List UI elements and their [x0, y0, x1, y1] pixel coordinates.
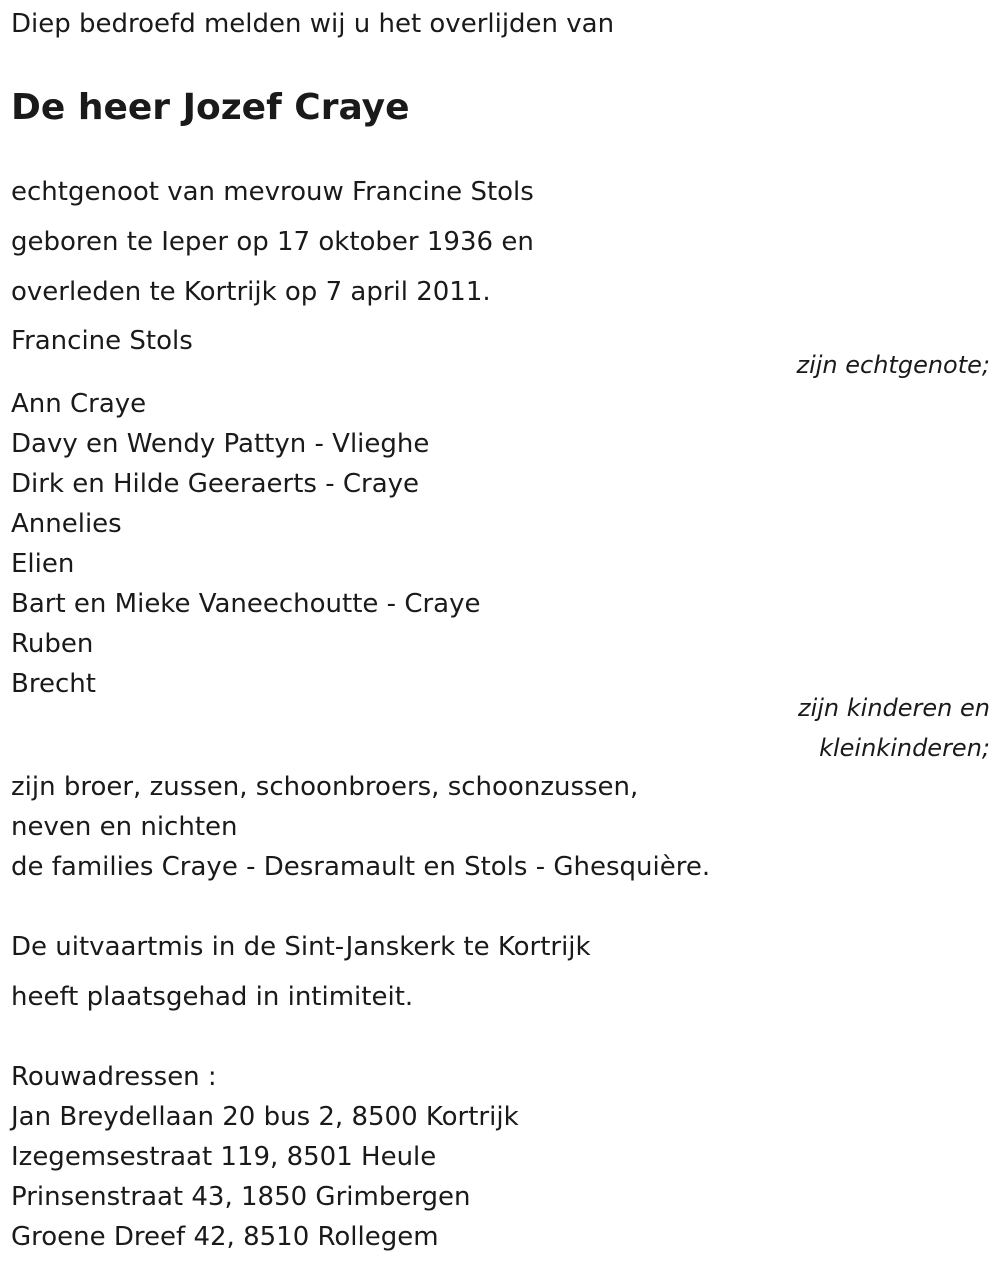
intro-text: Diep bedroefd melden wij u het overlijden van	[11, 9, 615, 39]
funeral-line: De uitvaartmis in de Sint-Janskerk te Kortrijk	[11, 932, 591, 962]
detail-spouse-line: echtgenoot van mevrouw Francine Stols	[11, 177, 534, 207]
child-name: Brecht	[11, 669, 96, 699]
family-line: de families Craye - Desramault en Stols - Ghesquière.	[11, 852, 711, 882]
child-name: Davy en Wendy Pattyn - Vlieghe	[11, 429, 430, 459]
funeral-line: heeft plaatsgehad in intimiteit.	[11, 982, 414, 1012]
addresses-heading: Rouwadressen :	[11, 1062, 217, 1092]
detail-death-line: overleden te Kortrijk op 7 april 2011.	[11, 277, 491, 307]
address-line: Jan Breydellaan 20 bus 2, 8500 Kortrijk	[11, 1102, 519, 1132]
child-name: Ann Craye	[11, 389, 147, 419]
deceased-name: De heer Jozef Craye	[11, 87, 410, 128]
spouse-name: Francine Stols	[11, 326, 193, 356]
family-line: zijn broer, zussen, schoonbroers, schoonzussen,	[11, 772, 639, 802]
address-line: Izegemsestraat 119, 8501 Heule	[11, 1142, 437, 1172]
family-line: neven en nichten	[11, 812, 238, 842]
children-role-line2: kleinkinderen;	[819, 734, 990, 762]
child-name: Elien	[11, 549, 75, 579]
child-name: Bart en Mieke Vaneechoutte - Craye	[11, 589, 481, 619]
address-line: Prinsenstraat 43, 1850 Grimbergen	[11, 1182, 471, 1212]
child-name: Dirk en Hilde Geeraerts - Craye	[11, 469, 420, 499]
detail-birth-line: geboren te Ieper op 17 oktober 1936 en	[11, 227, 534, 257]
children-role-line1: zijn kinderen en	[798, 694, 990, 722]
spouse-role: zijn echtgenote;	[796, 351, 990, 379]
child-name: Ruben	[11, 629, 94, 659]
child-name: Annelies	[11, 509, 122, 539]
address-line: Groene Dreef 42, 8510 Rollegem	[11, 1222, 439, 1252]
